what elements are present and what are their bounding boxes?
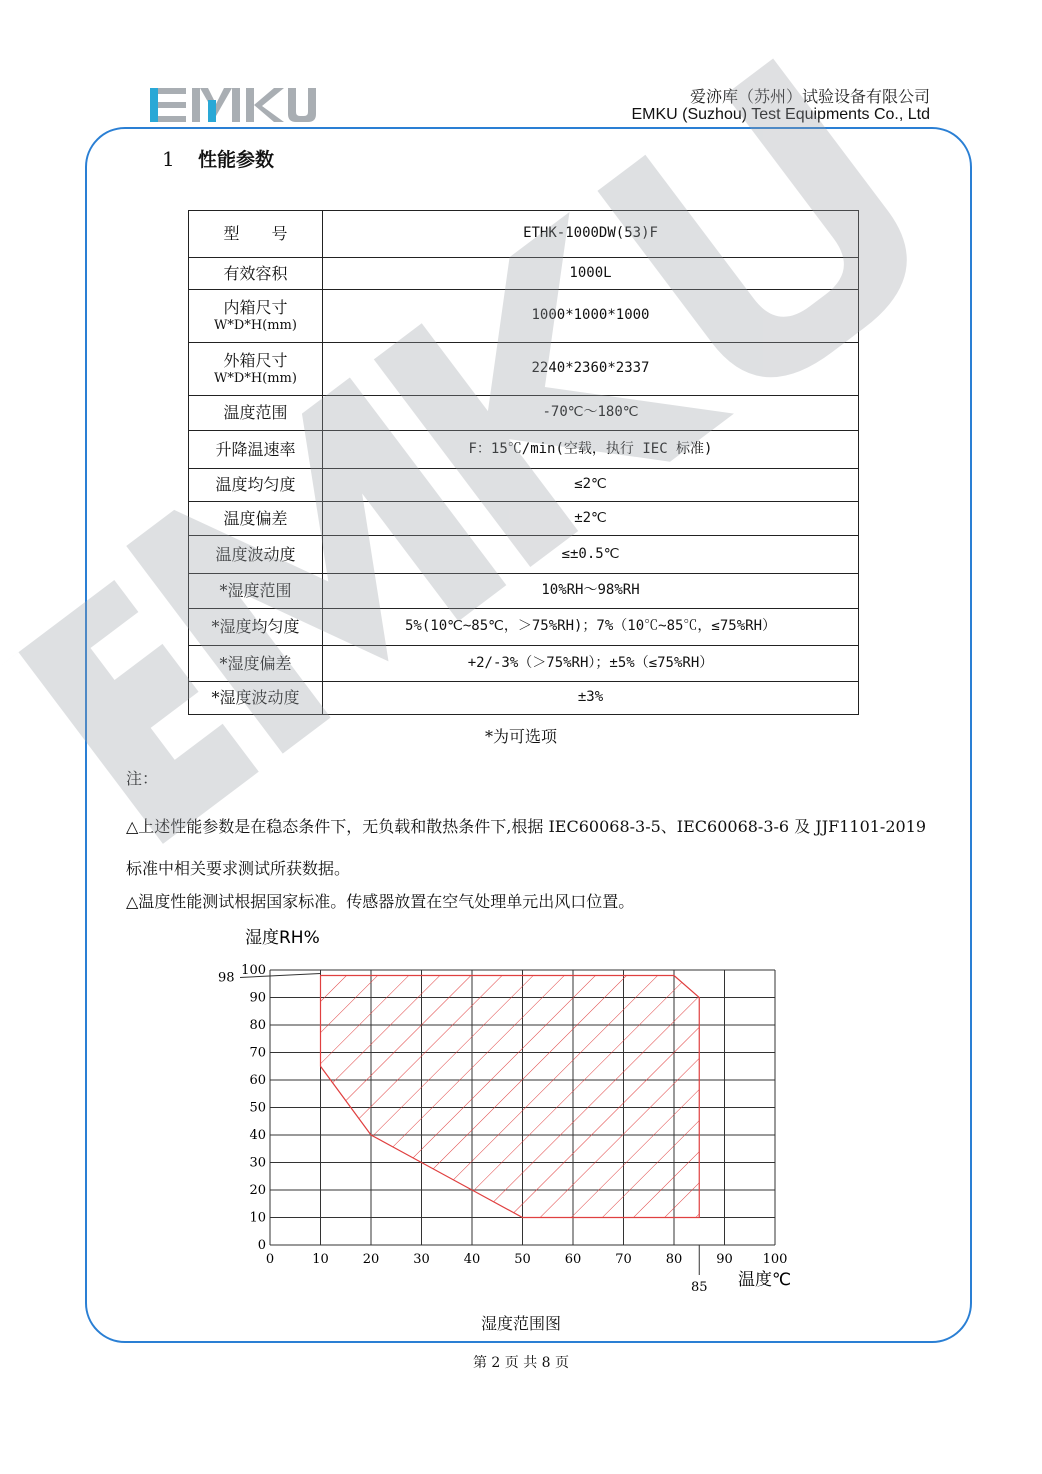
- param-value: 1000*1000*1000: [323, 290, 859, 343]
- x-tick-label: 60: [564, 1252, 582, 1267]
- x-tick-label: 50: [514, 1252, 531, 1267]
- y-tick-label: 80: [249, 1018, 266, 1033]
- x-tick-label: 90: [716, 1252, 733, 1267]
- annotation-label: 85: [690, 1280, 708, 1295]
- humidity-range-chart: [210, 925, 810, 1295]
- page-number: 第 2 页 共 8 页: [472, 1355, 570, 1371]
- param-name: *湿度波动度: [189, 682, 323, 715]
- y-axis-label: 湿度RH%: [245, 928, 320, 948]
- table-row: [189, 211, 859, 258]
- table-row: [189, 258, 859, 290]
- param-value: +2/-3%（＞75%RH）；±5%（≤75%RH）: [323, 646, 859, 682]
- param-name: *湿度均匀度: [189, 609, 323, 646]
- param-name-main: 外箱尺寸: [223, 350, 288, 370]
- y-tick-label: 20: [249, 1183, 266, 1198]
- x-tick-label: 20: [362, 1252, 380, 1267]
- param-value: 5%(10℃~85℃，＞75%RH)；7%（10℃~85℃，≤75%RH）: [323, 609, 859, 646]
- param-value: ≤2℃: [323, 469, 859, 502]
- table-row: [189, 469, 859, 502]
- x-tick-label: 70: [615, 1252, 632, 1267]
- param-value: -70℃～180℃: [323, 396, 859, 431]
- param-name-main: 内箱尺寸: [223, 297, 288, 317]
- y-tick-label: 90: [249, 990, 266, 1006]
- y-tick-label: 60: [249, 1073, 266, 1088]
- x-axis-label: 温度℃: [738, 1270, 792, 1290]
- table-row: [189, 682, 859, 715]
- x-tick-label: 80: [665, 1252, 683, 1267]
- x-tick-label: 0: [265, 1252, 275, 1267]
- param-name: *湿度范围: [189, 574, 323, 609]
- chart-caption: 湿度范围图: [480, 1314, 561, 1333]
- param-name: *湿度偏差: [189, 646, 323, 682]
- y-tick-label: 30: [249, 1155, 266, 1171]
- y-tick-label: 50: [249, 1100, 266, 1116]
- param-value: ±3%: [323, 682, 859, 715]
- company-name-en: EMKU (Suzhou) Test Equipments Co., Ltd: [631, 106, 930, 123]
- section-number: 1: [162, 147, 175, 171]
- note-sensor-position: △温度性能测试根据国家标准。传感器放置在空气处理单元出风口位置。: [126, 892, 635, 911]
- table-row: [189, 343, 859, 396]
- y-tick-label: 40: [249, 1128, 266, 1143]
- table-row: [189, 574, 859, 609]
- operating-region: [321, 976, 700, 1218]
- company-logo: [150, 86, 316, 126]
- table-row: [189, 431, 859, 469]
- param-value: ETHK-1000DW(53)F: [323, 211, 859, 258]
- performance-table: [188, 210, 859, 715]
- param-value: F：15℃/min(空载，执行 IEC 标准): [323, 431, 859, 469]
- table-row: [189, 290, 859, 343]
- x-tick-label: 10: [312, 1252, 329, 1267]
- param-name: 有效容积: [189, 258, 323, 290]
- param-name-unit: W*D*H(mm): [214, 317, 297, 333]
- param-value: ≤±0.5℃: [323, 536, 859, 574]
- param-name: 型 号: [189, 211, 323, 258]
- param-value: ±2℃: [323, 502, 859, 536]
- param-name: 温度范围: [189, 396, 323, 431]
- notes-heading: 注：: [126, 769, 159, 788]
- annotation-label: 98: [218, 970, 235, 986]
- y-tick-label: 10: [249, 1210, 266, 1226]
- param-name: [189, 290, 323, 343]
- table-row: [189, 502, 859, 536]
- y-tick-label: 0: [257, 1238, 266, 1253]
- x-tick-label: 30: [413, 1252, 430, 1267]
- x-tick-label: 40: [463, 1252, 481, 1267]
- table-row: [189, 609, 859, 646]
- section-title: 性能参数: [198, 149, 275, 171]
- optional-note: *为可选项: [484, 727, 557, 746]
- param-name: 温度波动度: [189, 536, 323, 574]
- table-row: [189, 396, 859, 431]
- param-value: 2240*2360*2337: [323, 343, 859, 396]
- table-row: [189, 536, 859, 574]
- param-value: 1000L: [323, 258, 859, 290]
- param-name: [189, 343, 323, 396]
- note-test-conditions: △上述性能参数是在稳态条件下，无负载和散热条件下,根据 IEC60068-3-5、IEC60068-3-6 及 JJF1101-2019 标准中相关要求测试所获数据。: [126, 817, 927, 878]
- param-name: 温度均匀度: [189, 469, 323, 502]
- param-name: 升降温速率: [189, 431, 323, 469]
- y-tick-label: 70: [249, 1045, 266, 1061]
- param-value: 10%RH～98%RH: [323, 574, 859, 609]
- y-tick-label: 100: [241, 963, 266, 978]
- table-row: [189, 646, 859, 682]
- param-name: 温度偏差: [189, 502, 323, 536]
- company-name-cn: 爱洂库（苏州）试验设备有限公司: [689, 87, 930, 106]
- section-heading: [162, 145, 274, 172]
- x-tick-label: 100: [762, 1252, 788, 1267]
- param-name-unit: W*D*H(mm): [214, 370, 297, 386]
